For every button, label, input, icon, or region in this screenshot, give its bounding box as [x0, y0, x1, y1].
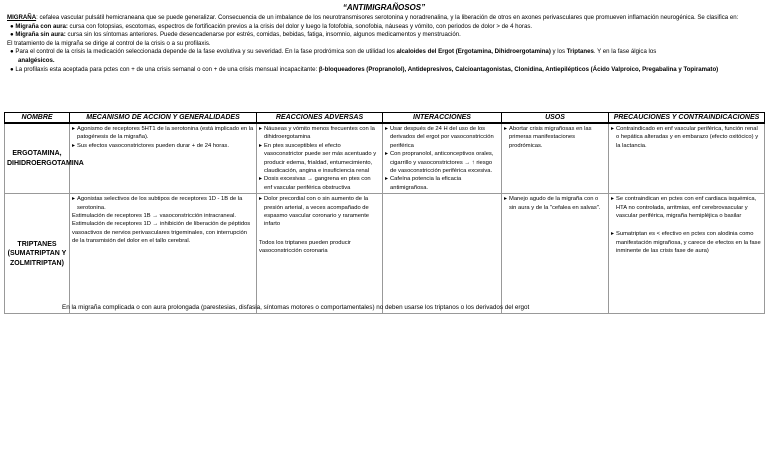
cell-item: ▸ Usar después de 24 H del uso de los derivados del ergot por vasoconstricción periférica [385, 125, 499, 150]
drug-table [4, 112, 765, 314]
cell-adversas [257, 123, 383, 194]
drug-name: TRIPTANES (SUMATRIPTAN Y ZOLMITRIPTAN) [5, 194, 70, 314]
header-mecanismo: MECANISMO DE ACCION Y GENERALIDADES [70, 113, 257, 124]
cell-item: ▸ Contraindicado en enf vascular periférica, función renal o hepática alteradas y en embarazo (efecto oxitócico) y la lactancia. [611, 125, 762, 150]
sin-aura-term: Migraña sin aura: [15, 31, 66, 39]
aura-bullet [7, 23, 762, 32]
header-precauciones: PRECAUCIONES Y CONTRAINDICACIONES [609, 113, 765, 124]
cell-usos [502, 194, 609, 314]
control-mid: y los [550, 48, 567, 56]
page-title: “ANTIMIGRAÑOSOS” [342, 3, 426, 12]
cell-usos [502, 123, 609, 194]
cell-item: ▸ Dolor precordial con o sin aumento de la presión arterial, a veces acompañado de espasmo vascular coronario y raramente infarto [259, 195, 380, 229]
cell-item: ▸ Con propranolol, anticonceptivos orales, cigarrillo y vasoconstrictores → ↑ riesgo de vasoconstricción periférica excesiva. [385, 150, 499, 175]
bullet-icon: ● [10, 22, 16, 30]
definition-text: : cefalea vascular pulsátil hemicraneana que se puede generalizar. Consecuencia de un imbalance de los neurotransmisores serotonina y noradrenalina, y la liberación de otros en axones perivasculares que promueven inflamación neurogénica. Se clasifica en: [36, 14, 739, 21]
footer-note: En la migraña complicada o con aura prolongada (parestesias, disfasia, síntomas motores o comportamentales) no deben usarse los triptanos o los derivados del ergot [62, 304, 530, 311]
definition-term: MIGRAÑA [7, 14, 37, 21]
sin-aura-text: cursa sin los síntomas anteriores. Puede desencadenarse por estrés, comidas, bebidas, fatiga, insomnio, algunos medicamentos y menstruación. [65, 31, 461, 39]
profilaxis-text: La profilaxis esta aceptada para pctes con + de una crisis semanal o con + de una crisis mensual incapacitante: [15, 65, 319, 73]
cell-item: ▸ Se contraindican en pctes con enf cardiaca isquémica, HTA no controlada, arritmias, enf cerebrovascular y vascular periférica, migraña hemipléjica o basilar [611, 195, 762, 220]
aura-term: Migraña con aura: [15, 22, 68, 30]
aura-text: cursa con fotopsias, escotomas, espectros de fortificación previos a la crisis del dolor y luego la fotofobia, sonofobia, náuseas y vómito, con periodos de dolor > de 4 horas. [67, 22, 533, 30]
header-usos: USOS [502, 113, 609, 124]
cell-item: ▸ Cafeína potencia la eficacia antimigrañosa. [385, 175, 499, 192]
profilaxis-bullet [7, 66, 762, 75]
cell-mecanismo [70, 194, 257, 314]
control-ergot: alcaloides del Ergot (Ergotamina, Dihidroergotamina) [396, 48, 551, 56]
cell-item: ▸ Manejo agudo de la migraña con o sin aura y de la "cefalea en salvas". [504, 195, 606, 212]
cell-item: Estimulación de receptores 1D → inhibición de liberación de péptidos vasoactivos de nervios perivasculares trigeminales, con interrupción de la transmisión del dolor en el tallo cerebral. [72, 221, 251, 245]
sin-aura-bullet [7, 31, 762, 40]
bullet-icon: ● [10, 65, 16, 73]
intro-section [7, 14, 762, 74]
header-adversas: REACCIONES ADVERSAS [257, 113, 383, 124]
control-bullet [7, 48, 762, 65]
profilaxis-drugs: β-bloqueadores (Propranolol), Antidepresivos, Calcioantagonistas, Clonidina, Antiepilépticos (Ácido Valproico, Pregabalina y Topiramato) [318, 65, 719, 73]
treatment-line: El tratamiento de la migraña se dirige al control de la crisis o a su profilaxis. [7, 39, 211, 47]
bullet-icon: ● [10, 48, 16, 56]
bullet-icon: ● [10, 31, 16, 39]
cell-precauciones [609, 194, 765, 314]
header-interacciones: INTERACCIONES [383, 113, 502, 124]
control-triptanes: Triptanes [566, 48, 594, 56]
cell-item: Estimulación de receptores 1B → vasoconstricción intracraneal. [72, 213, 236, 220]
cell-item: ▸ Sumatriptan es < efectivo en pctes con alodinia como manifestación migrañosa, y carece de efectos en la fase inminente de las crisis fase de aura) [611, 230, 762, 255]
cell-item: ▸ Agonistas selectivos de los subtipos de receptores 1D - 1B de la serotonina. [72, 195, 254, 212]
cell-adversas [257, 194, 383, 314]
cell-item: ▸ Agonismo de receptores 5HT1 de la serotonina (está implicado en la patogénesis de la migraña). [72, 125, 254, 142]
cell-mecanismo [70, 123, 257, 194]
cell-interacciones [383, 123, 502, 194]
cell-item: ▸ Náuseas y vómito menos frecuentes con la dihidroergotamina [259, 125, 380, 142]
control-text: Para el control de la crisis la medicación seleccionada depende de la fase evolutiva y su severidad. En la fase prodrómica son de utilidad los [15, 48, 397, 56]
table-row [5, 194, 765, 314]
definition-paragraph [7, 14, 762, 23]
cell-item: ▸ Sus efectos vasoconstrictores pueden durar + de 24 horas. [72, 142, 254, 150]
cell-item: ▸ Dosis excesivas → gangrena en ptes con enf vascular periférica obstructiva [259, 175, 380, 192]
cell-item: ▸ En ptes susceptibles el efecto vasoconstrictor puede ser más acentuado y producir edema, frialdad, entumecimiento, claudicación, angina e insuficiencia renal [259, 142, 380, 176]
table-row [5, 123, 765, 194]
cell-interacciones [383, 194, 502, 314]
table-header-row [5, 113, 765, 124]
control-end: . Y en la fase álgica los [593, 48, 657, 56]
cell-item: Todos los triptanes pueden producir vasoconstricción coronaria [259, 239, 351, 255]
header-nombre: NOMBRE [5, 113, 70, 124]
drug-name: ERGOTAMINA, DIHIDROERGOTAMINA [5, 123, 70, 194]
control-analgesicos: analgésicos. [18, 56, 55, 64]
cell-precauciones [609, 123, 765, 194]
cell-item: ▸ Abortar crisis migrañosas en las primeras manifestaciones prodrómicas. [504, 125, 606, 150]
